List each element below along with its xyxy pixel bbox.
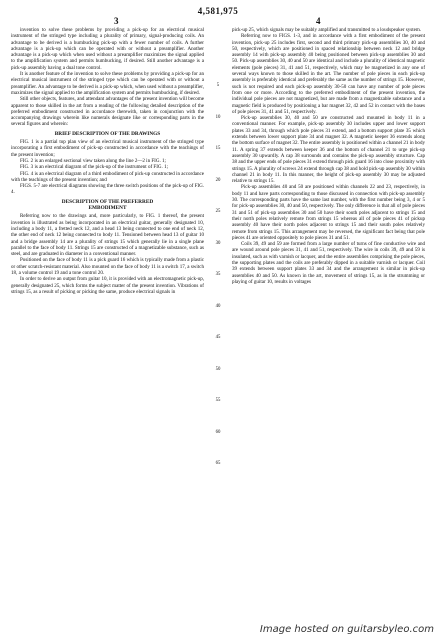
line-number: 5 [216, 83, 220, 88]
figure-description: FIG. 4 is an electrical diagram of a third embodiment of pick-up constructed in accordance with the teachings of the present invention; and [11, 170, 204, 183]
patent-number: 4,581,975 [197, 6, 239, 16]
line-number: 35 [215, 272, 221, 277]
paragraph: invention to solve these problems by providing a pick-up for an electrical musical instrument of the stringed type including a plurality of primary, signal-producing coils. An advantage to be derived is a humbucking pick-up with a fewer number of coils. A further advantage is a pick-up which can be operated with or without a preamplifier. Another advantage is a pick-up which when used without a preamplifier maximizes the signal applied to the amplification system and permits humbucking, if desired. Still another advantage is a pick-up assembly having a dual tone control. [11, 27, 204, 71]
watermark-text: Image hosted on guitarsbyleo.com [259, 624, 434, 635]
line-number: 20 [215, 178, 221, 183]
brief-description-heading: BRIEF DESCRIPTION OF THE DRAWINGS [54, 130, 161, 137]
line-number: 60 [215, 430, 221, 435]
line-number: 65 [215, 461, 221, 466]
line-number: 50 [215, 367, 221, 372]
line-number: 40 [215, 304, 221, 309]
paragraph: Pick-up assemblies 30, 40 and 50 are constructed and mounted in body 11 in a conventional manner. For example, pick-up assembly 30 includes upper and lower support plates 33 and 34, through which pole pieces 31 extend, and a bottom support plate 35 which extends between lower support plate 34 and magnet 32. A magnetic keeper 36 extends along the bottom surface of magnet 32. The entire assembly is positioned within a channel 21 in body 11. A spring 37 extends between keeper 36 and the bottom of channel 21 to urge pick-up assembly 30 upwardly. A cap 38 surrounds and contains the pick-up assembly structure. Cap 38 and the upper ends of pole pieces 31 extend through pick guard 16 into close proximity with strings 15. A plurality of screws 24 extend through cap 38 and hold pick-up assembly 30 within channel 21 in body 11. In this manner, the height of pick-up assembly 30 may be adjusted relative to strings 15. [232, 115, 425, 185]
paragraph: Still other objects, features, and attendant advantages of the present invention will become apparent to those skilled in the art from a reading of the following detailed description of the preferred embodiment constructed in accordance therewith, taken in conjunction with the accompanying drawings wherein like numerals designate like or corresponding parts in the several figures and wherein: [11, 96, 204, 128]
line-number: 55 [215, 398, 221, 403]
page-number-right: 4 [316, 16, 321, 26]
paragraph: Positioned on the face of body 11 is a pick guard 16 which is typically made from a plastic or other scratch-resistant material. Also mounted on the face of body 11 is a switch 17, a switch 18, a volume control 19 and a tone control 20. [11, 257, 204, 276]
line-number: 45 [215, 335, 221, 340]
paragraph: In order to derive an output from guitar 10, it is provided with an electromagnetic pick-up, generally designated 25, which forms the subject matter of the present invention. Vibrations of strings 15, as a result of picking or picking the same, produce electrical signals in [11, 276, 204, 295]
paragraph: pick-up 25, which signals may be suitably amplified and transmitted to a loudspeaker system. [232, 27, 422, 33]
left-column [11, 27, 204, 295]
paragraph: Coils 39, 49 and 59 are formed from a large number of turns of fine conductive wire and are wound around pole pieces 31, 41 and 51, respectively. The wire in coils 39, 49 and 59 is insulated, such as with varnish or lacquer, and the entire assemblies comprising the pole pieces, the supporting plates and the coils are preferably dipped in a suitable varnish or lacquer. Coil 39 extends between support plates 33 and 34 and the arrangement is similar in pick-up assemblies 40 and 50. As known in the art, movement of strings 15, as in the strumming or playing of guitar 10, results in voltages [232, 241, 425, 285]
line-number: 15 [215, 146, 221, 151]
paragraph: It is another feature of the invention to solve these problems by providing a pick-up for an electrical musical instrument of the stringed type which can be operated with or without a preamplifier. An advantage to be derived is a pick-up which, when used without a preamplifier, maximizes the signal applied to the amplification system and permits humbucking, if desired. [11, 71, 204, 96]
figure-description: FIGS. 5-7 are electrical diagrams showing the three switch positions of the pick-up of FIG. 4. [11, 183, 204, 196]
right-column [232, 27, 425, 285]
page-number-left: 3 [114, 16, 119, 26]
paragraph: Referring now to FIGS. 1-3, and in accordance with a first embodiment of the present invention, pick-up 25 includes first, second and third primary pick-up assemblies 30, 40 and 50, respectively, which are positioned in spaced relationship between neck 12 and bridge assembly 14 with pick-up assembly 40 being positioned between pick-up assemblies 30 and 50. Pick-up assemblies 30, 40 and 50 are identical and include a plurality of identical magnetic elements (pole pieces) 31, 41 and 51, respectively, which may be magnetized in any one of several ways known to those skilled in the art. The number of pole pieces in each pick-up assembly is preferably identical and preferably the same as the number of strings 15. However, such is not required and each pick-up assembly 30-50 can have any number of pole pieces from one or more. According to the preferred embodiment of the present invention, the individual pole pieces are not magnetized, but are made from a magnetizable substance and a magnetic field is produced by positioning a bar magnet 32, 42 and 52 in contact with the bases of pole pieces 31, 41 and 51, respectively. [232, 33, 425, 115]
paragraph: Referring now to the drawings and, more particularly, to FIG. 1 thereof, the present invention is illustrated as being incorporated in an electrical guitar, generally designated 10, including a body 11, a fretted neck 12, and a head 13 being connected to one end of neck 12, the other end of neck 12 being connected to body 11. Tensioned between head 13 of guitar 10 and a bridge assembly 14 are a plurality of strings 15 which generally lie in a single plane parallel to the face of body 11. Strings 15 are constructed of a magnetizable substance, such as steel, and are graduated in diameter in a conventional manner. [11, 213, 204, 258]
line-number: 30 [215, 241, 221, 246]
figure-description: FIG. 2 is an enlarged sectional view taken along the line 2—2 in FIG. 1; [20, 157, 166, 164]
line-number: 25 [215, 209, 221, 214]
paragraph: Pick-up assemblies 40 and 50 are positioned within channels 22 and 23, respectively, in body 11 and have parts corresponding to those discussed in connection with pick-up assembly 30. The corresponding parts have the same last number, with the first number being 3, 4 or 5 for pick-up assemblies 30, 40 and 50, respectively. The only difference is that all of pole pieces 31 and 51 of pick-up assemblies 30 and 50 have their south poles adjacent to strings 15 and their north poles relatively remote from strings 15 whereas all of pole pieces 41 of pickup assembly 40 have their north poles adjacent to strings 15 and their south poles relatively remote from strings 15. This arrangement may be reversed, the significant fact being that pole pieces 41 are oriented oppositely to pole pieces 31 and 51. [232, 184, 425, 241]
embodiment-heading: EMBODIMENT [88, 205, 127, 212]
preferred-embodiment-heading: DESCRIPTION OF THE PREFERRED [61, 198, 154, 205]
line-number: 10 [215, 115, 221, 120]
figure-description: FIG. 1 is a partial top plan view of an electrical musical instrument of the stringed type incorporating a first embodiment of pick-up constructed in accordance with the teachings of the present invention; [11, 139, 204, 158]
figure-description: FIG. 3 is an electrical diagram of the pick-up of the instrument of FIG. 1; [20, 164, 169, 171]
